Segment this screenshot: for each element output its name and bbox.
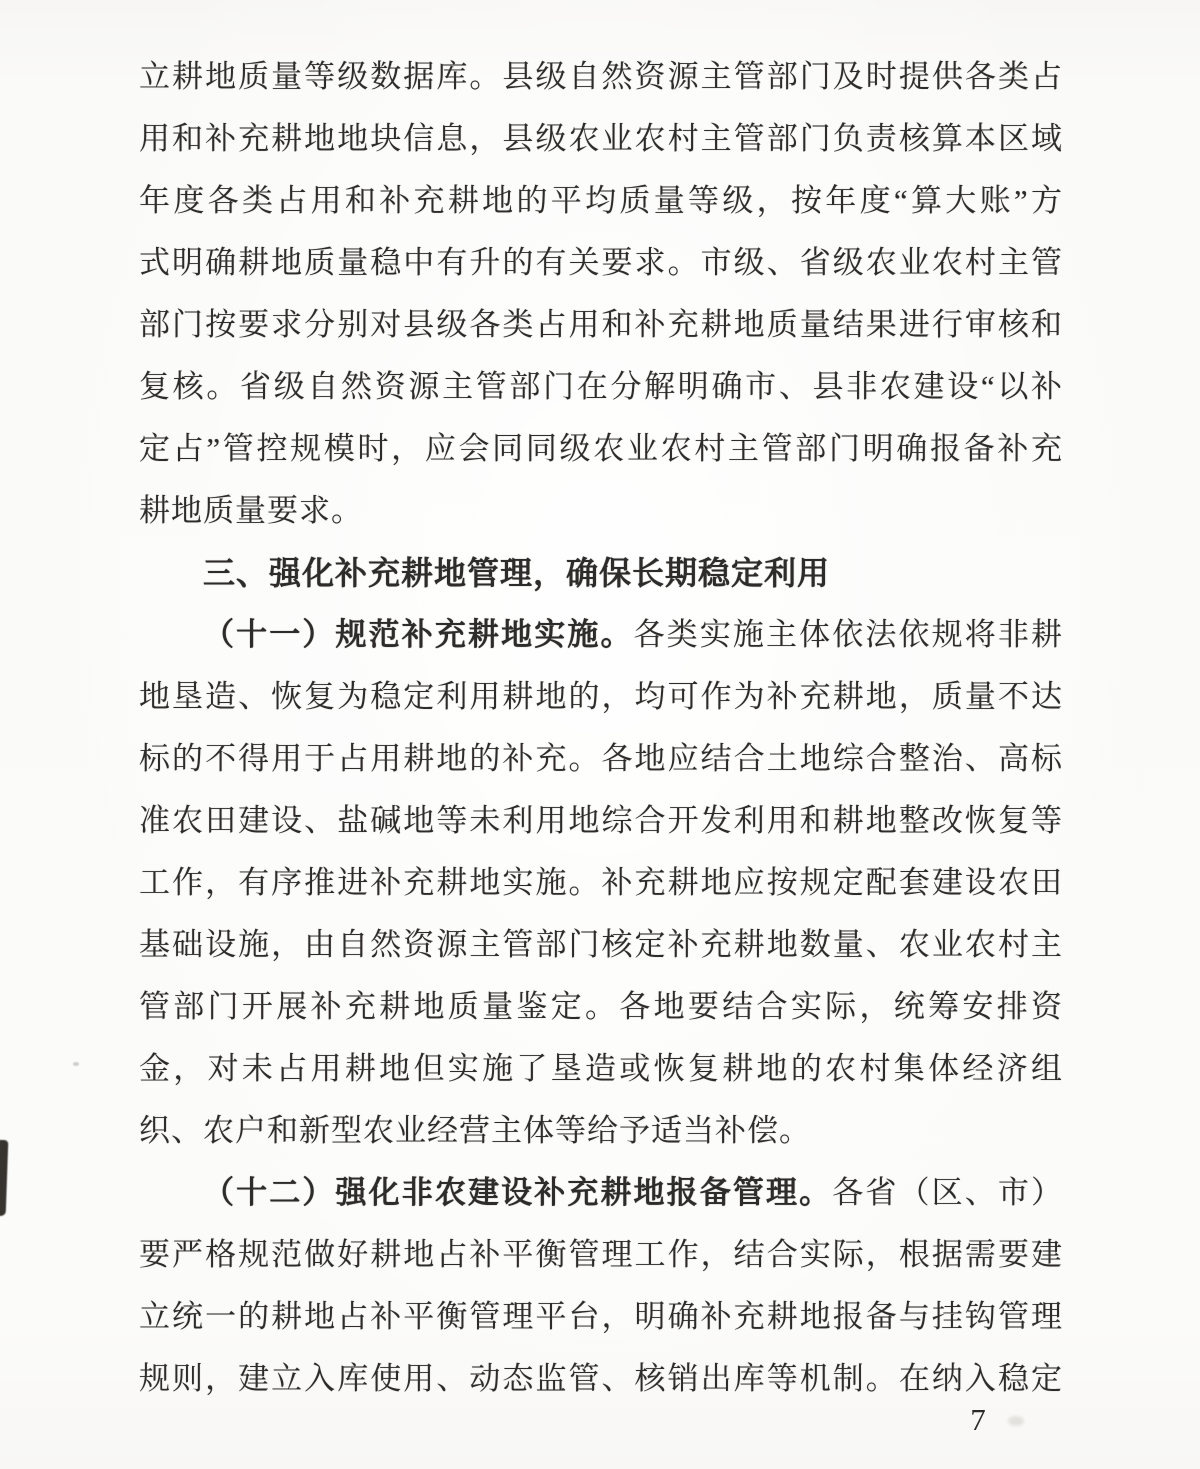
text-segment: 立耕地质量等级数据库。县级自然资源主管部门及时提供各类占 — [139, 59, 1063, 94]
text-segment: 织、农户和新型农业经营主体等给予适当补偿。 — [139, 1113, 811, 1148]
text-segment: 标的不得用于占用耕地的补充。各地应结合土地综合整治、高标 — [139, 741, 1063, 776]
text-line — [139, 170, 1063, 232]
text-segment: 各省（区、市） — [832, 1175, 1064, 1210]
text-line — [139, 108, 1063, 170]
text-line — [139, 852, 1063, 914]
text-segment: 复核。省级自然资源主管部门在分解明确市、县非农建设“以补 — [139, 369, 1063, 404]
document-body — [139, 46, 1063, 1410]
scan-artifact-dot — [73, 1062, 79, 1066]
text-line — [139, 356, 1063, 418]
text-segment: 工作，有序推进补充耕地实施。补充耕地应按规定配套建设农田 — [139, 865, 1063, 900]
text-line — [139, 1100, 1063, 1162]
text-segment: 用和补充耕地地块信息，县级农业农村主管部门负责核算本区域 — [139, 121, 1063, 156]
text-segment: 基础设施，由自然资源主管部门核定补充耕地数量、农业农村主 — [139, 927, 1063, 962]
text-segment: 管部门开展补充耕地质量鉴定。各地要结合实际，统筹安排资 — [139, 989, 1063, 1024]
text-segment: 各类实施主体依法依规将非耕 — [633, 617, 1064, 652]
text-segment: 立统一的耕地占补平衡管理平台，明确补充耕地报备与挂钩管理 — [139, 1299, 1063, 1334]
text-line — [139, 1038, 1063, 1100]
page-number: 7 — [970, 1402, 986, 1437]
text-line — [139, 294, 1063, 356]
text-line — [139, 914, 1063, 976]
text-segment: 规则，建立入库使用、动态监管、核销出库等机制。在纳入稳定 — [139, 1361, 1063, 1396]
text-line — [139, 418, 1063, 480]
text-line — [139, 232, 1063, 294]
text-segment: 金，对未占用耕地但实施了垦造或恢复耕地的农村集体经济组 — [139, 1051, 1063, 1086]
text-line — [139, 1286, 1063, 1348]
text-line — [139, 1162, 1063, 1224]
section-heading — [139, 542, 1063, 604]
text-segment-bold: 三、强化补充耕地管理，确保长期稳定利用 — [203, 555, 831, 591]
text-segment: 准农田建设、盐碱地等未利用地综合开发利用和耕地整改恢复等 — [139, 803, 1063, 838]
text-segment: 式明确耕地质量稳中有升的有关要求。市级、省级农业农村主管 — [139, 245, 1063, 280]
text-segment-bold: （十一）规范补充耕地实施。 — [203, 617, 634, 652]
text-segment-bold: （十二）强化非农建设补充耕地报备管理。 — [203, 1175, 833, 1210]
text-line — [139, 480, 1063, 542]
text-line — [139, 1224, 1063, 1286]
text-line — [139, 790, 1063, 852]
text-segment: 耕地质量要求。 — [139, 493, 363, 528]
scan-artifact-left-smudge — [0, 1140, 8, 1216]
text-line — [139, 1348, 1063, 1410]
text-segment: 部门按要求分别对县级各类占用和补充耕地质量结果进行审核和 — [139, 307, 1063, 342]
text-line — [139, 666, 1063, 728]
scan-artifact-smudge — [1008, 1416, 1024, 1426]
text-segment: 年度各类占用和补充耕地的平均质量等级，按年度“算大账”方 — [139, 183, 1063, 218]
text-segment: 定占”管控规模时，应会同同级农业农村主管部门明确报备补充 — [139, 431, 1063, 466]
text-segment: 地垦造、恢复为稳定利用耕地的，均可作为补充耕地，质量不达 — [139, 679, 1063, 714]
text-line — [139, 604, 1063, 666]
text-line — [139, 976, 1063, 1038]
text-line — [139, 728, 1063, 790]
text-line — [139, 46, 1063, 108]
text-segment: 要严格规范做好耕地占补平衡管理工作，结合实际，根据需要建 — [139, 1237, 1063, 1272]
